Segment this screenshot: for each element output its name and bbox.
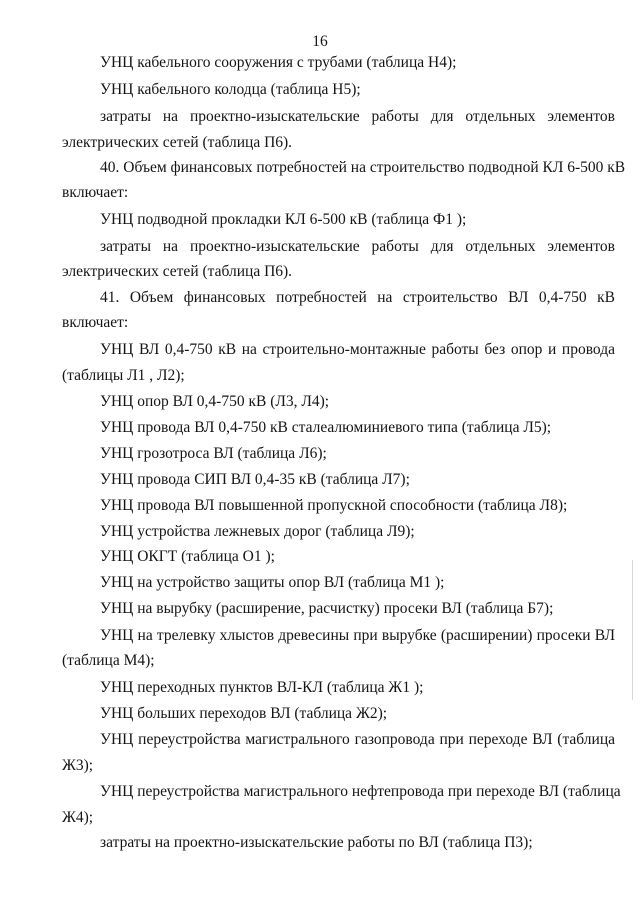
list-item: УНЦ подводной прокладки КЛ 6-500 кВ (таблица Ф1 ); (100, 211, 467, 228)
clause-41: 41. Объем финансовых потребностей на строительство ВЛ 0,4-750 кВ (100, 289, 615, 306)
text-line: (таблицы Л1 , Л2); (62, 367, 185, 384)
list-item: УНЦ переходных пунктов ВЛ-КЛ (таблица Ж1 ); (100, 679, 424, 696)
list-item: УНЦ провода ВЛ 0,4-750 кВ сталеалюминиевого типа (таблица Л5); (100, 419, 552, 436)
list-item: УНЦ провода ВЛ повышенной пропускной способности (таблица Л8); (100, 497, 568, 514)
list-item: УНЦ на трелевку хлыстов древесины при вырубке (расширении) просеки ВЛ (100, 627, 615, 644)
list-item: УНЦ ВЛ 0,4-750 кВ на строительно-монтажные работы без опор и провода (100, 341, 615, 358)
list-item: затраты на проектно-изыскательские работы по ВЛ (таблица П3); (100, 834, 533, 851)
text-line: включает: (62, 314, 129, 331)
scan-edge-artifact (632, 560, 633, 700)
list-item: УНЦ кабельного колодца (таблица Н5); (100, 81, 361, 98)
list-item: затраты на проектно-изыскательские работы для отдельных элементов (100, 108, 615, 125)
list-item: УНЦ грозотроса ВЛ (таблица Л6); (100, 445, 327, 462)
list-item: УНЦ ОКГТ (таблица О1 ); (100, 548, 275, 565)
list-item: УНЦ на вырубку (расширение, расчистку) просеки ВЛ (таблица Б7); (100, 600, 554, 617)
text-line: электрических сетей (таблица П6). (62, 263, 293, 280)
list-item: затраты на проектно-изыскательские работы для отдельных элементов (100, 238, 615, 255)
list-item: УНЦ больших переходов ВЛ (таблица Ж2); (100, 705, 388, 722)
list-item: УНЦ провода СИП ВЛ 0,4-35 кВ (таблица Л7); (100, 471, 410, 488)
list-item: УНЦ переустройства магистрального газопровода при переходе ВЛ (таблица (100, 731, 615, 748)
list-item: УНЦ кабельного сооружения с трубами (таблица Н4); (100, 54, 457, 71)
list-item: УНЦ на устройство защиты опор ВЛ (таблица М1 ); (100, 574, 445, 591)
list-item: УНЦ устройства лежневых дорог (таблица Л9); (100, 523, 415, 540)
text-line: электрических сетей (таблица П6). (62, 134, 293, 151)
page-number: 16 (312, 33, 328, 50)
text-line: Ж4); (62, 809, 94, 826)
list-item: УНЦ переустройства магистрального нефтепровода при переходе ВЛ (таблица (100, 783, 621, 800)
text-line: Ж3); (62, 757, 94, 774)
clause-40: 40. Объем финансовых потребностей на строительство подводной КЛ 6-500 кВ (100, 159, 626, 176)
text-line: включает: (62, 184, 129, 201)
text-line: (таблица М4); (62, 652, 155, 669)
list-item: УНЦ опор ВЛ 0,4-750 кВ (Л3, Л4); (100, 393, 330, 410)
